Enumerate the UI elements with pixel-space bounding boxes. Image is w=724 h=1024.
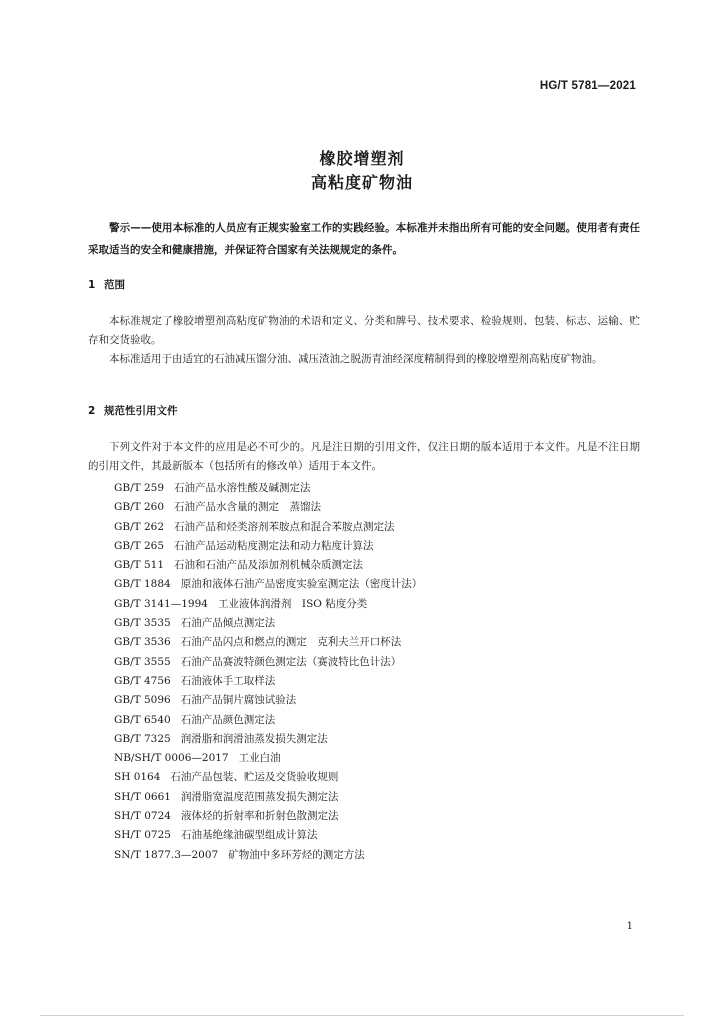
reference-title: 工业液体润滑剂 ISO 粘度分类 <box>217 597 368 610</box>
reference-item <box>114 749 422 768</box>
reference-item <box>114 479 422 498</box>
reference-item <box>114 633 422 652</box>
reference-title: 石油和石油产品及添加剂机械杂质测定法 <box>174 559 364 572</box>
section-1-heading <box>88 277 125 292</box>
scope-paragraph-1: 本标准规定了橡胶增塑剂高粘度矿物油的术语和定义、分类和牌号、技术要求、检验规则、包装、标志、运输、贮存和交货验收。 <box>88 315 640 346</box>
reference-item <box>114 711 422 730</box>
reference-item <box>114 537 422 556</box>
reference-code: SH/T 0725 <box>114 829 171 842</box>
reference-title: 石油产品包装、贮运及交货验收规则 <box>170 771 339 784</box>
reference-title: 石油产品水溶性酸及碱测定法 <box>174 482 311 494</box>
page-title-line-2: 高粘度矿物油 <box>310 173 413 192</box>
scope-paragraph-2: 本标准适用于由适宜的石油减压馏分油、减压渣油之脱沥青油经深度精制得到的橡胶增塑剂高粘度矿物油。 <box>109 353 603 365</box>
reference-title: 石油产品倾点测定法 <box>180 617 276 630</box>
reference-code: GB/T 3535 <box>114 617 171 630</box>
section-1-title: 范围 <box>104 279 125 291</box>
reference-code: GB/T 6540 <box>114 713 171 726</box>
reference-title: 石油基绝缘油碳型组成计算法 <box>180 829 318 842</box>
reference-code: GB/T 511 <box>114 559 165 572</box>
reference-title: 石油产品和烃类溶剂苯胺点和混合苯胺点测定法 <box>174 520 395 533</box>
reference-title: 石油产品颜色测定法 <box>180 713 276 726</box>
standard-code: HG/T 5781—2021 <box>539 80 636 92</box>
page-title-line-1: 橡胶增塑剂 <box>319 149 405 168</box>
section-2-number: 2 <box>88 405 96 417</box>
reference-item <box>114 826 422 845</box>
reference-code: SH/T 0661 <box>114 790 171 803</box>
page-number: 1 <box>626 921 633 932</box>
reference-title: 工业白油 <box>238 752 281 765</box>
section-2-title: 规范性引用文件 <box>104 405 178 417</box>
reference-item <box>114 595 422 614</box>
reference-list <box>114 479 422 865</box>
reference-item <box>114 730 422 749</box>
reference-code: NB/SH/T 0006—2017 <box>114 752 229 765</box>
reference-item <box>114 807 422 826</box>
reference-code: GB/T 7325 <box>114 732 171 745</box>
reference-title: 原油和液体石油产品密度实验室测定法（密度计法） <box>180 578 423 591</box>
reference-item <box>114 556 422 575</box>
reference-code: GB/T 3555 <box>114 655 171 668</box>
reference-item <box>114 691 422 710</box>
reference-code: SN/T 1877.3—2007 <box>114 848 219 861</box>
reference-code: GB/T 3536 <box>114 636 171 649</box>
reference-item <box>114 575 422 594</box>
reference-title: 润滑脂宽温度范围蒸发损失测定法 <box>180 790 339 803</box>
reference-title: 润滑脂和润滑油蒸发损失测定法 <box>180 732 328 745</box>
reference-code: GB/T 3141—1994 <box>114 597 208 610</box>
reference-title: 液体烃的折射率和折射色散测定法 <box>180 810 339 823</box>
reference-title: 石油产品闪点和燃点的测定 克利夫兰开口杯法 <box>180 636 402 649</box>
reference-code: GB/T 5096 <box>114 694 171 707</box>
reference-title: 矿物油中多环芳烃的测定方法 <box>228 848 365 861</box>
reference-code: GB/T 262 <box>114 520 165 533</box>
reference-item <box>114 518 422 537</box>
reference-code: SH 0164 <box>114 771 161 784</box>
section-2-heading <box>88 403 178 418</box>
reference-code: GB/T 260 <box>114 501 165 514</box>
reference-item <box>114 614 422 633</box>
references-intro: 下列文件对于本文件的应用是必不可少的。凡是注日期的引用文件，仅注日期的版本适用于本文件。凡是不注日期的引用文件，其最新版本（包括所有的修改单）适用于本文件。 <box>88 441 640 472</box>
reference-item <box>114 672 422 691</box>
reference-item <box>114 846 422 865</box>
reference-title: 石油产品铜片腐蚀试验法 <box>180 694 297 707</box>
reference-title: 石油产品赛波特颜色测定法（赛波特比色计法） <box>180 655 402 668</box>
reference-title: 石油液体手工取样法 <box>180 674 276 687</box>
reference-code: GB/T 1884 <box>114 578 171 591</box>
warning-paragraph: 警示——使用本标准的人员应有正规实验室工作的实践经验。本标准并未指出所有可能的安全问题。使用者有责任采取适当的安全和健康措施，并保证符合国家有关法规规定的条件。 <box>88 222 640 256</box>
reference-item <box>114 768 422 787</box>
reference-code: GB/T 265 <box>114 539 165 552</box>
reference-item <box>114 498 422 517</box>
reference-item <box>114 653 422 672</box>
reference-item <box>114 788 422 807</box>
reference-code: SH/T 0724 <box>114 810 171 823</box>
reference-code: GB/T 4756 <box>114 674 171 687</box>
section-1-number: 1 <box>88 279 96 291</box>
bottom-rule <box>40 1015 684 1016</box>
reference-title: 石油产品运动粘度测定法和动力粘度计算法 <box>174 539 374 552</box>
reference-title: 石油产品水含量的测定 蒸馏法 <box>174 501 322 514</box>
reference-code: GB/T 259 <box>114 482 165 494</box>
